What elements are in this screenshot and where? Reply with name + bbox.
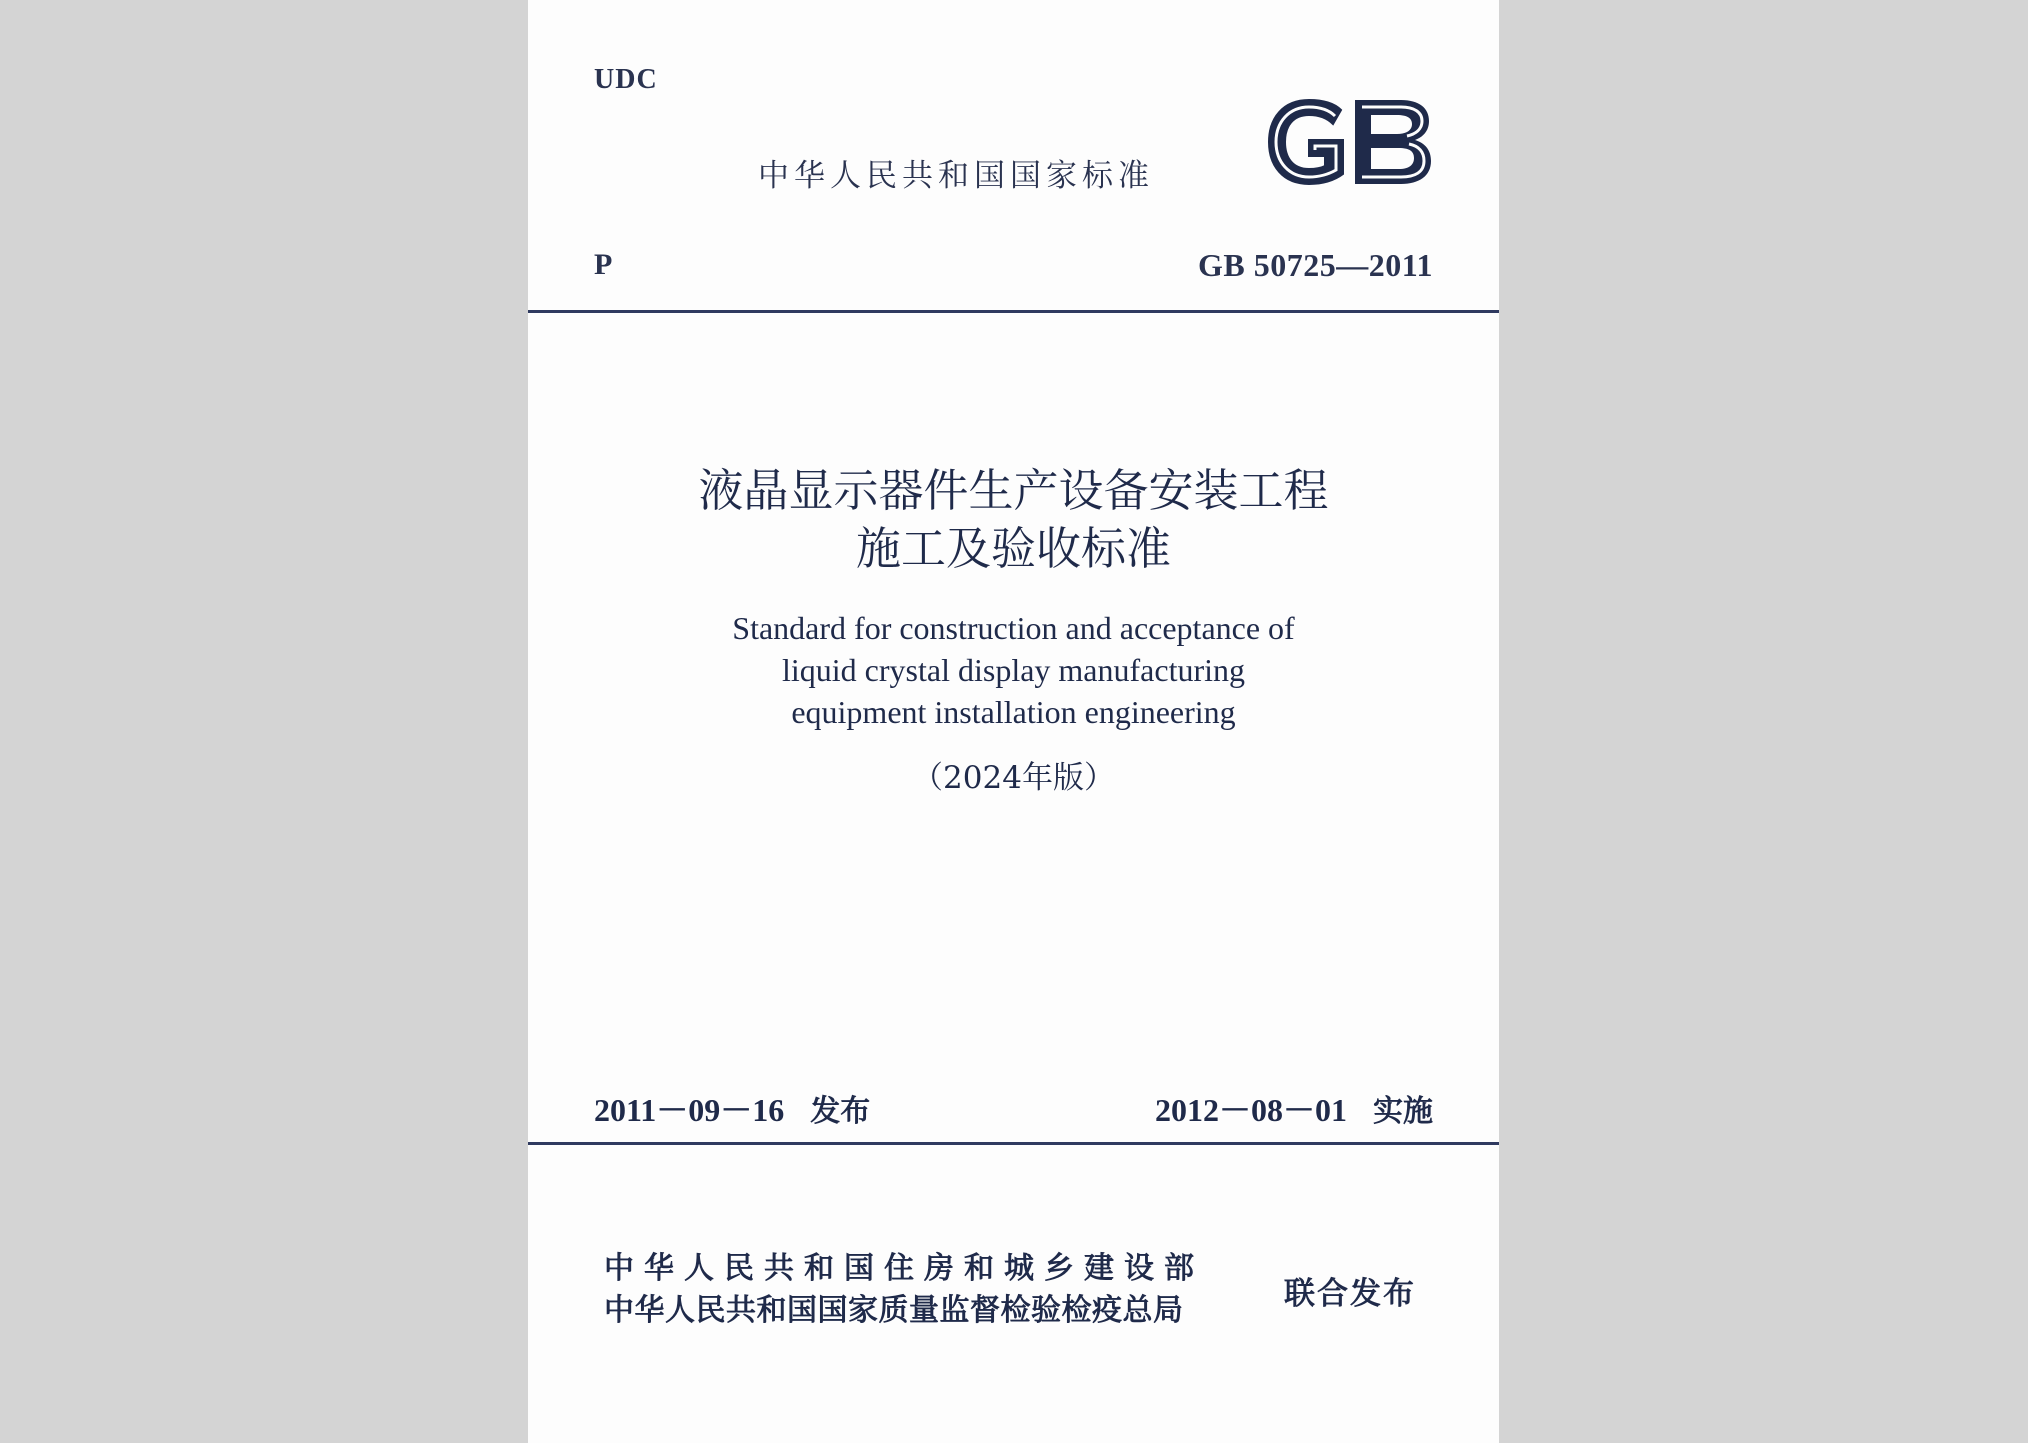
english-title-line1: Standard for construction and acceptance of [732, 610, 1295, 646]
issue-date-group [594, 1085, 870, 1131]
issue-label: 发布 [810, 1094, 871, 1129]
implement-date-group [1155, 1085, 1433, 1131]
chinese-title-line1: 液晶显示器件生产设备安装工程 [698, 464, 1329, 517]
english-title-line3: equipment installation engineering [791, 694, 1236, 730]
issuer-block [604, 1248, 1204, 1332]
bottom-divider [528, 1142, 1499, 1145]
classification-label: P [594, 248, 613, 281]
chinese-title-line2: 施工及验收标准 [855, 522, 1171, 575]
joint-release-label: 联合发布 [1284, 1276, 1416, 1312]
implement-date: 2012－08－01 [1154, 1092, 1347, 1128]
standard-number: GB 50725—2011 [1198, 247, 1433, 283]
english-title [528, 607, 1499, 733]
implement-label: 实施 [1373, 1094, 1433, 1129]
issuer-aqsiq: 中华人民共和国国家质量监督检验检疫总局 [604, 1293, 1184, 1328]
gb-logo-icon [1263, 96, 1435, 188]
english-title-line2: liquid crystal display manufacturing [782, 652, 1245, 688]
document-cover [528, 0, 1499, 1443]
national-standard-label: 中华人民共和国国家标准 [758, 158, 1154, 194]
chinese-title [528, 462, 1499, 578]
issue-date: 2011－09－16 [594, 1092, 785, 1128]
top-divider [528, 310, 1499, 313]
udc-label: UDC [594, 64, 658, 95]
issuer-ministry-housing: 中华人民共和国住房和城乡建设部 [604, 1251, 1204, 1286]
edition-label: （2024年版） [912, 760, 1115, 796]
